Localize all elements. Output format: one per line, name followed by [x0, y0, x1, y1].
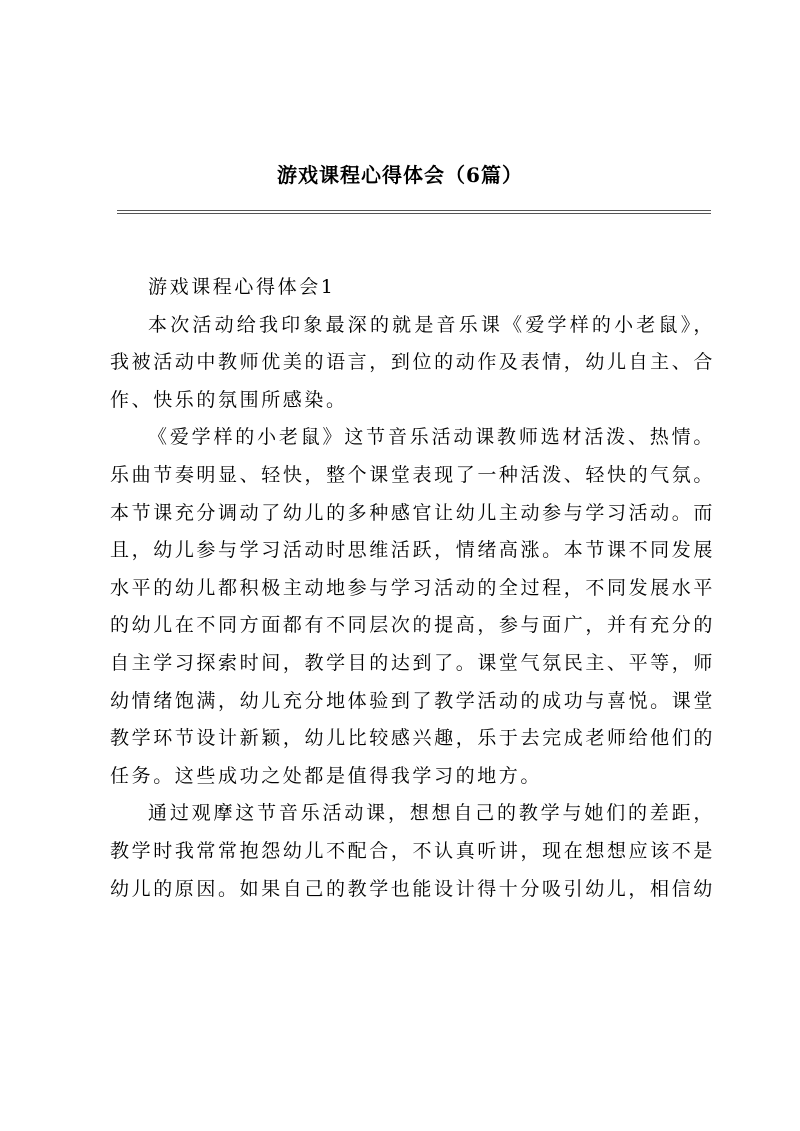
document-title: 游戏课程心得体会（6篇） — [277, 163, 523, 187]
title-divider — [117, 210, 711, 214]
document-body — [110, 269, 715, 908]
paragraph-1: 本次活动给我印象最深的就是音乐课《爱学样的小老鼠》，我被活动中教师优美的语言，到位的动作及表情，幼儿自主、合作、快乐的氛围所感染。 — [110, 313, 715, 411]
paragraph-3: 通过观摩这节音乐活动课，想想自己的教学与她们的差距，教学时我常常抱怨幼儿不配合，不认真听讲，现在想想应该不是幼儿的原因。如果自己的教学也能设计得十分吸引幼儿，相信幼 — [110, 802, 715, 900]
section-heading: 游戏课程心得体会1 — [148, 276, 336, 298]
paragraph-2: 《爱学样的小老鼠》这节音乐活动课教师选材活泼、热情。乐曲节奏明显、轻快，整个课堂表现了一种活泼、轻快的气氛。本节课充分调动了幼儿的多种感官让幼儿主动参与学习活动。而且，幼儿参与学习活动时思维活跃，情绪高涨。本节课不同发展水平的幼儿都积极主动地参与学习活动的全过程，不同发展水平的幼儿在不同方面都有不同层次的提高，参与面广，并有充分的自主学习探索时间，教学目的达到了。课堂气氛民主、平等，师幼情绪饱满，幼儿充分地体验到了教学活动的成功与喜悦。课堂教学环节设计新颖，幼儿比较感兴趣，乐于去完成老师给他们的任务。这些成功之处都是值得我学习的地方。 — [110, 426, 715, 787]
